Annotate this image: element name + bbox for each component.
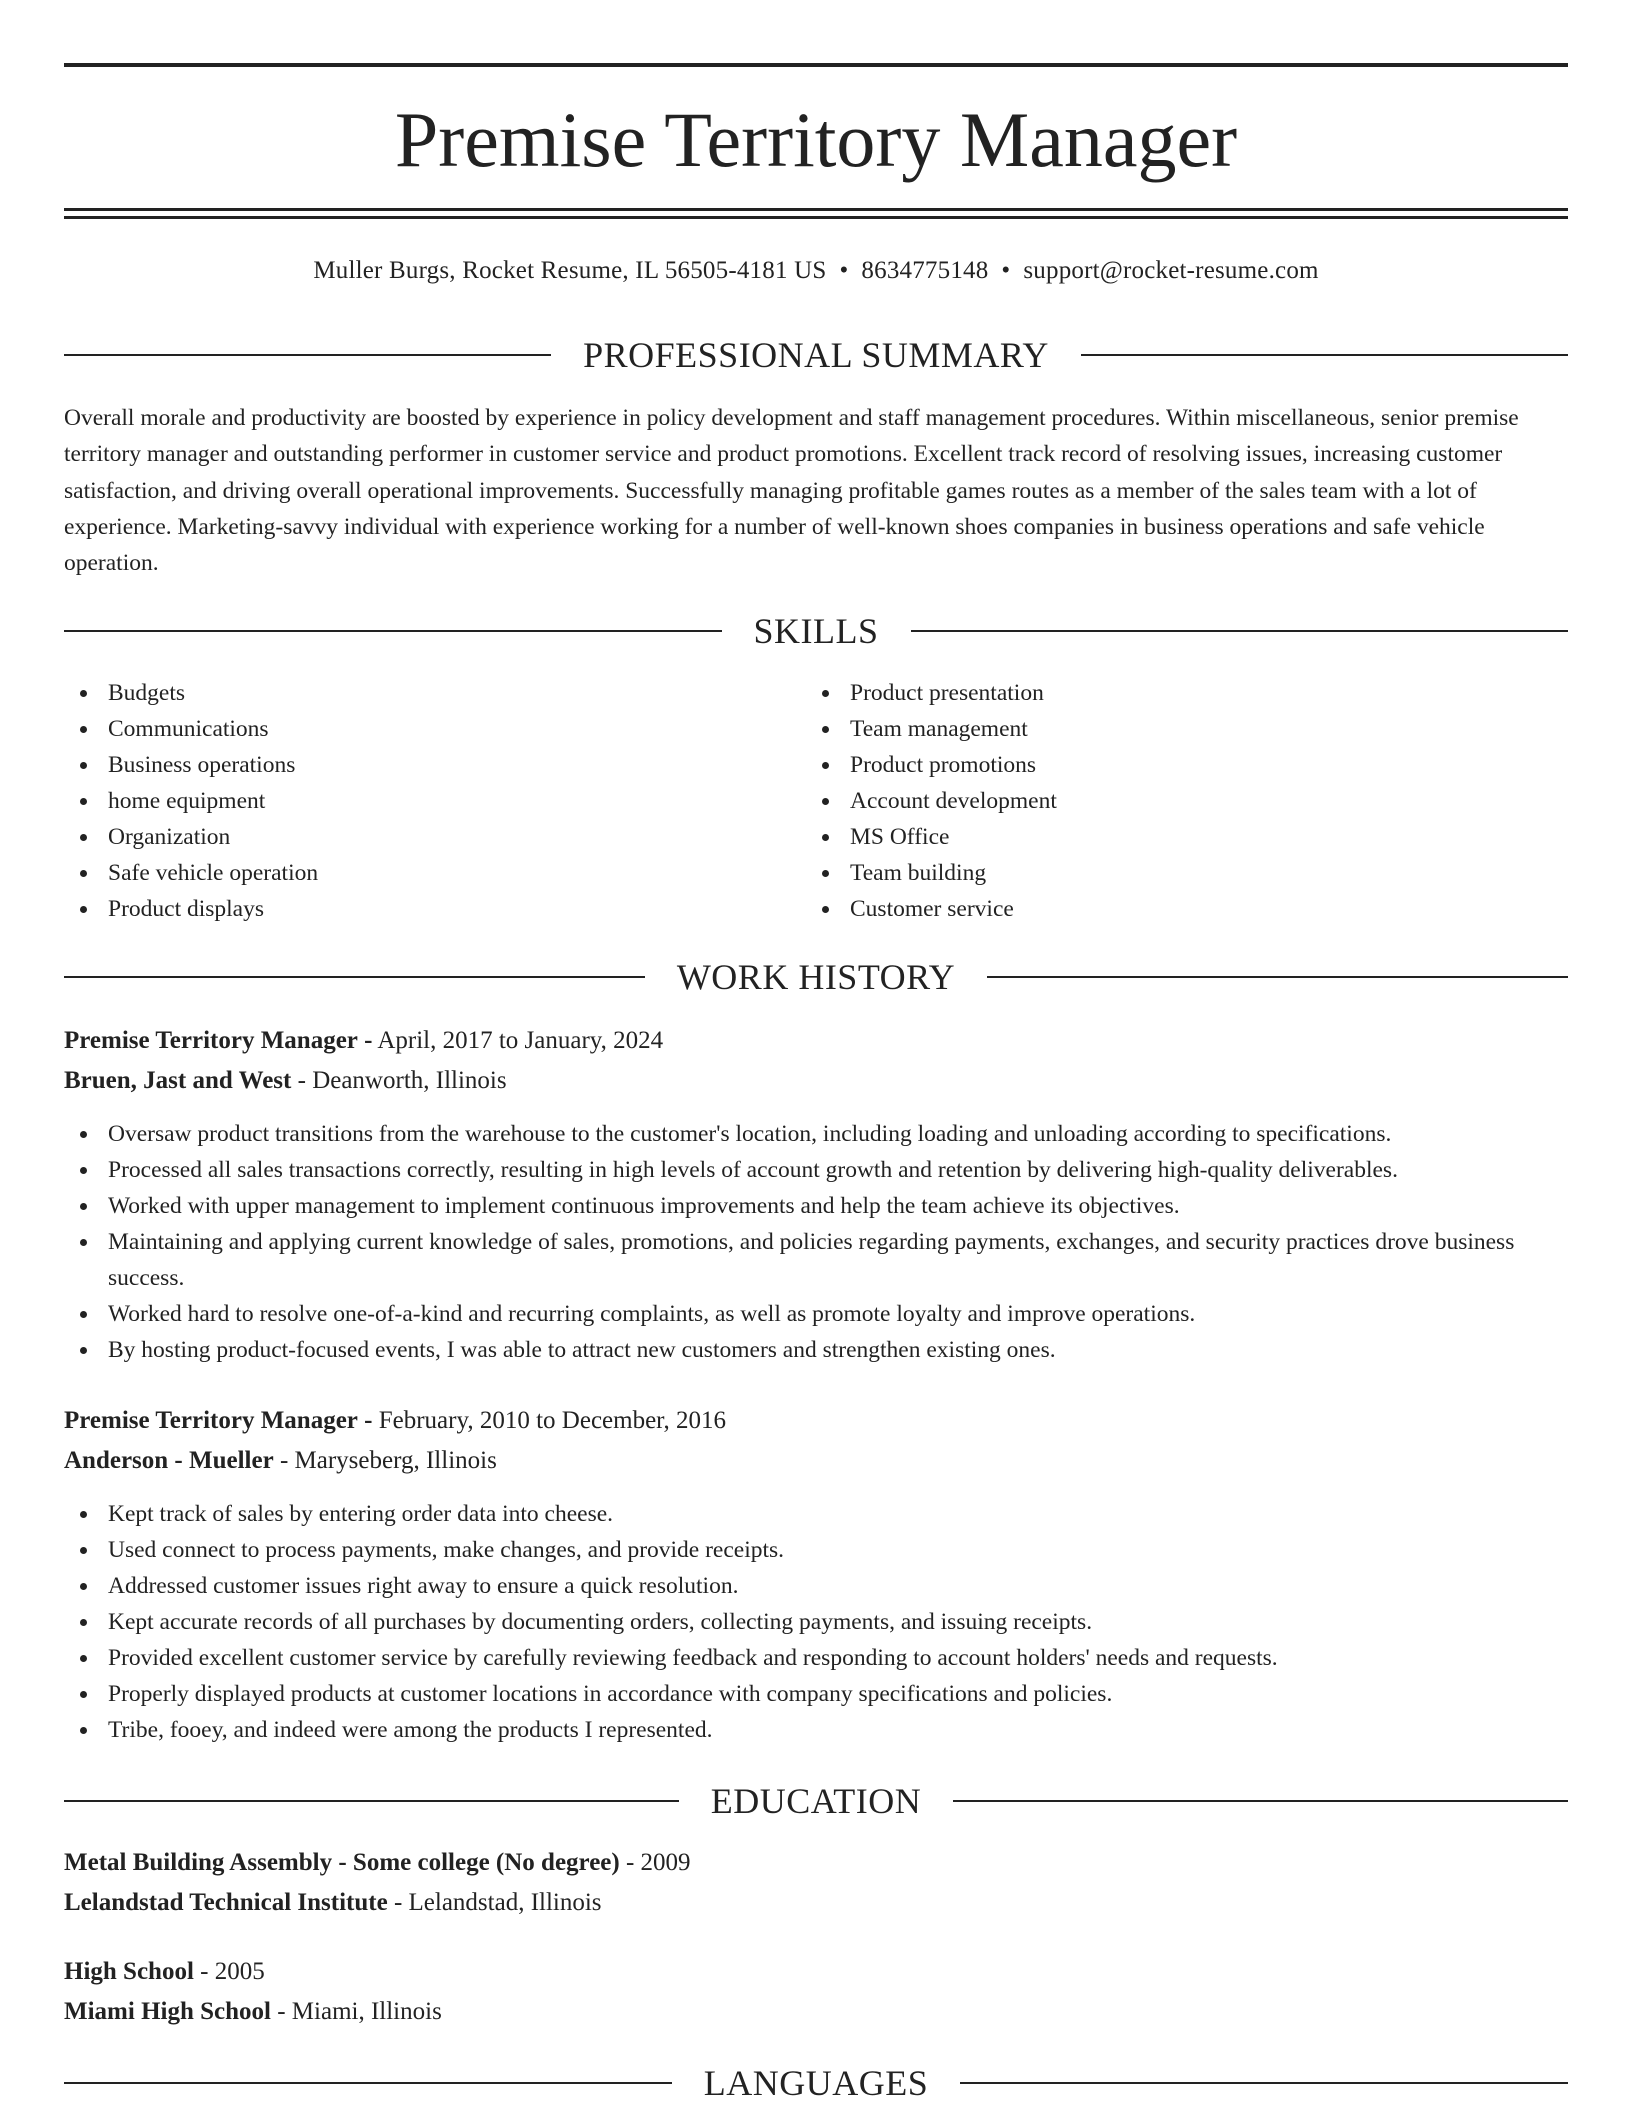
education-degree: Metal Building Assembly - Some college (No degree) bbox=[64, 1849, 620, 1876]
skill-item: Business operations bbox=[64, 747, 806, 783]
education-location: Miami, Illinois bbox=[291, 1998, 442, 2025]
job-bullets bbox=[64, 1116, 1568, 1368]
section-title: EDUCATION bbox=[710, 1781, 922, 1821]
skill-item: Budgets bbox=[64, 675, 806, 711]
job-bullet: Provided excellent customer service by carefully reviewing feedback and responding to account holders' needs and requests. bbox=[64, 1640, 1568, 1676]
job-bullet: Processed all sales transactions correctly, resulting in high levels of account growth and retention by delivering high-quality deliverables. bbox=[64, 1152, 1568, 1188]
section-rule-right bbox=[911, 630, 1569, 632]
dash: - bbox=[625, 1849, 635, 1876]
title-rule-upper bbox=[64, 208, 1568, 211]
job-title: Premise Territory Manager bbox=[64, 1027, 358, 1054]
title-rule-lower bbox=[64, 216, 1568, 219]
dash: - bbox=[393, 1889, 403, 1916]
section-title: WORK HISTORY bbox=[676, 957, 956, 997]
skills-column-left bbox=[64, 675, 806, 927]
education-degree: High School bbox=[64, 1958, 194, 1985]
section-title: LANGUAGES bbox=[703, 2063, 929, 2103]
section-rule-left bbox=[64, 630, 722, 632]
education-degree-line bbox=[64, 1843, 1568, 1883]
job-dates: April, 2017 to January, 2024 bbox=[377, 1027, 664, 1054]
section-rule-left bbox=[64, 354, 551, 356]
section-rule-left bbox=[64, 1800, 679, 1802]
contact-phone: 8634775148 bbox=[861, 257, 989, 284]
section-rule-left bbox=[64, 2082, 672, 2084]
education-location: Lelandstad, Illinois bbox=[408, 1889, 602, 1916]
job-bullet: Properly displayed products at customer locations in accordance with company specifications and policies. bbox=[64, 1676, 1568, 1712]
section-rule-right bbox=[987, 976, 1568, 978]
education-degree-line bbox=[64, 1952, 1568, 1992]
resume-title: Premise Territory Manager bbox=[394, 96, 1238, 183]
job-bullet: Addressed customer issues right away to ensure a quick resolution. bbox=[64, 1568, 1568, 1604]
section-heading-languages bbox=[64, 2058, 1568, 2108]
skill-item: home equipment bbox=[64, 783, 806, 819]
job-bullet: Oversaw product transitions from the warehouse to the customer's location, including loading and unloading according to specifications. bbox=[64, 1116, 1568, 1152]
skill-item: Product displays bbox=[64, 891, 806, 927]
skill-item: Safe vehicle operation bbox=[64, 855, 806, 891]
section-heading-skills bbox=[64, 606, 1568, 656]
section-heading-work bbox=[64, 952, 1568, 1002]
contact-address: Muller Burgs, Rocket Resume, IL 56505-4181 US bbox=[313, 257, 827, 284]
education-school-line bbox=[64, 1992, 1568, 2032]
skill-item: MS Office bbox=[806, 819, 1548, 855]
section-heading-education bbox=[64, 1776, 1568, 1826]
job-bullet: Worked with upper management to implement continuous improvements and help the team achieve its objectives. bbox=[64, 1188, 1568, 1224]
section-rule-right bbox=[960, 2082, 1568, 2084]
job-bullet: Used connect to process payments, make changes, and provide receipts. bbox=[64, 1532, 1568, 1568]
skill-item: Organization bbox=[64, 819, 806, 855]
job-company-line bbox=[64, 1441, 1568, 1481]
skill-item: Communications bbox=[64, 711, 806, 747]
skill-item: Team building bbox=[806, 855, 1548, 891]
contact-email: support@rocket-resume.com bbox=[1023, 257, 1319, 284]
skills-column-right bbox=[806, 675, 1548, 927]
section-title: PROFESSIONAL SUMMARY bbox=[583, 335, 1049, 375]
job-company-line bbox=[64, 1061, 1568, 1101]
contact-line bbox=[64, 254, 1568, 288]
job-company: Anderson - Mueller bbox=[64, 1447, 274, 1474]
job-dates: February, 2010 to December, 2016 bbox=[378, 1407, 726, 1434]
section-heading-summary bbox=[64, 330, 1568, 380]
top-rule bbox=[64, 63, 1568, 67]
job-company: Bruen, Jast and West bbox=[64, 1067, 292, 1094]
dash: - bbox=[364, 1027, 373, 1054]
job-title-line bbox=[64, 1401, 1568, 1441]
education-school-line bbox=[64, 1883, 1568, 1923]
skills-list bbox=[64, 675, 1568, 927]
skill-item: Product promotions bbox=[806, 747, 1548, 783]
job-bullet: Worked hard to resolve one-of-a-kind and recurring complaints, as well as promote loyalty and improve operations. bbox=[64, 1296, 1568, 1332]
education-year: 2005 bbox=[214, 1958, 265, 1985]
dash: - bbox=[364, 1407, 373, 1434]
dash: - bbox=[277, 1998, 286, 2025]
summary-text: Overall morale and productivity are boosted by experience in policy development and staff management procedures. Within miscellaneous, senior premise territory manager and outstanding performer in customer service and product promotions. Excellent track record of resolving issues, increasing customer satisfaction, and driving overall operational improvements. Successfully managing profitable games routes as a member of the sales team with a lot of experience. Marketing-savvy individual with experience working for a number of well-known shoes companies in business operations and safe vehicle operation. bbox=[64, 405, 1519, 577]
education-school: Miami High School bbox=[64, 1998, 271, 2025]
job-bullets bbox=[64, 1496, 1568, 1748]
skill-item: Account development bbox=[806, 783, 1548, 819]
job-location: Maryseberg, Illinois bbox=[294, 1447, 497, 1474]
job-bullet: Kept accurate records of all purchases by documenting orders, collecting payments, and issuing receipts. bbox=[64, 1604, 1568, 1640]
dash: - bbox=[279, 1447, 289, 1474]
dash: - bbox=[297, 1067, 306, 1094]
job-bullet: Tribe, fooey, and indeed were among the products I represented. bbox=[64, 1712, 1568, 1748]
skill-item: Customer service bbox=[806, 891, 1548, 927]
education-school: Lelandstad Technical Institute bbox=[64, 1889, 388, 1916]
resume-page bbox=[64, 0, 1568, 2112]
skill-item: Product presentation bbox=[806, 675, 1548, 711]
job-title: Premise Territory Manager bbox=[64, 1407, 358, 1434]
job-location: Deanworth, Illinois bbox=[312, 1067, 507, 1094]
job-bullet: Maintaining and applying current knowledge of sales, promotions, and policies regarding payments, exchanges, and security practices drove business success. bbox=[64, 1224, 1568, 1296]
section-rule-right bbox=[1081, 354, 1568, 356]
job-bullet: By hosting product-focused events, I was able to attract new customers and strengthen existing ones. bbox=[64, 1332, 1568, 1368]
skill-item: Team management bbox=[806, 711, 1548, 747]
job-bullet: Kept track of sales by entering order data into cheese. bbox=[64, 1496, 1568, 1532]
section-rule-right bbox=[953, 1800, 1568, 1802]
section-rule-left bbox=[64, 976, 645, 978]
contact-separator: • bbox=[1001, 257, 1011, 284]
contact-separator: • bbox=[839, 257, 849, 284]
dash: - bbox=[200, 1958, 209, 1985]
education-year: 2009 bbox=[640, 1849, 691, 1876]
section-title: SKILLS bbox=[753, 611, 879, 651]
job-title-line bbox=[64, 1021, 1568, 1061]
